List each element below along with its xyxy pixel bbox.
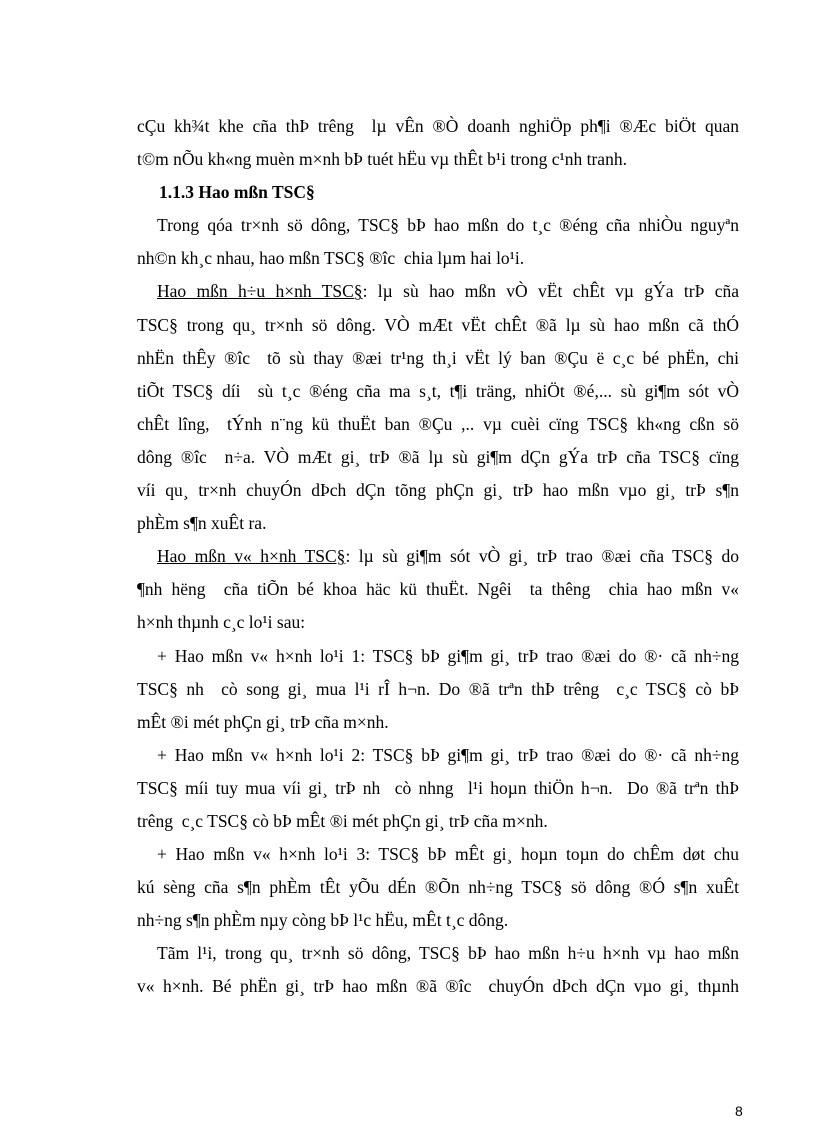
document-body: [137, 110, 739, 1004]
text-line: t©m nÕu kh«ng muèn m×nh bÞ tuét hËu vµ thÊt b¹i trong c¹nh tranh.: [137, 149, 627, 170]
text-line: [137, 275, 739, 308]
text-line: TSC§ nh cò song gi¸ mua l¹i rÎ h¬n. Do ®ã trªn thÞ trêng c¸c TSC§ cò bÞ: [137, 678, 739, 699]
text-line: v« h×nh. Bé phËn gi¸ trÞ hao mßn ®ã ®îc chuyÓn dÞch dÇn vµo gi¸ thµnh: [137, 976, 739, 997]
text-line: + Hao mßn v« h×nh lo¹i 3: TSC§ bÞ mÊt gi¸ hoµn toµn do chÊm døt chu: [157, 844, 739, 865]
text-line: ¶nh hëng cña tiÕn bé khoa häc kü thuËt. Ngêi ta thêng chia hao mßn v«: [137, 579, 739, 600]
text-line: mÊt ®i mét phÇn gi¸ trÞ cña m×nh.: [137, 711, 389, 732]
underlined-term: Hao mßn v« h×nh TSC§: [157, 546, 346, 567]
text-line: dông ®îc n÷a. VÒ mÆt gi¸ trÞ ®ã lµ sù gi¶m dÇn gÝa trÞ cña TSC§ cïng: [137, 446, 739, 467]
text-line: nh©n kh¸c nhau, hao mßn TSC§ ®îc chia lµm hai lo¹i.: [137, 248, 525, 269]
text-segment: : lµ sù hao mßn vÒ vËt chÊt vµ gÝa trÞ cña: [362, 281, 739, 302]
text-line: phÈm s¶n xuÊt ra.: [137, 513, 267, 534]
text-line: + Hao mßn v« h×nh lo¹i 1: TSC§ bÞ gi¶m gi¸ trÞ trao ®æi do ®· cã nh÷ng: [157, 645, 739, 666]
text-line: nhËn thÊy ®îc tõ sù thay ®æi tr¹ng th¸i vËt lý ban ®Çu ë c¸c bé phËn, chi: [137, 347, 739, 368]
text-line: + Hao mßn v« h×nh lo¹i 2: TSC§ bÞ gi¶m gi¸ trÞ trao ®æi do ®· cã nh÷ng: [157, 744, 739, 765]
text-line: chÊt lîng, tÝnh n¨ng kü thuËt ban ®Çu ,.. vµ cuèi cïng TSC§ kh«ng cßn sö: [137, 413, 739, 434]
text-line: TSC§ míi tuy mua víi gi¸ trÞ nh cò nhng l¹i hoµn thiÖn h¬n. Do ®ã trªn thÞ: [137, 777, 739, 798]
text-line: víi qu¸ tr×nh chuyÓn dÞch dÇn tõng phÇn gi¸ trÞ hao mßn vµo gi¸ trÞ s¶n: [137, 480, 739, 501]
section-heading: 1.1.3 Hao mßn TSC§: [159, 182, 315, 203]
text-line: Trong qóa tr×nh sö dông, TSC§ bÞ hao mßn do t¸c ®éng cña nhiÒu nguyªn: [157, 215, 739, 236]
underlined-term: Hao mßn h÷u h×nh TSC§: [157, 281, 363, 302]
text-line: Tãm l¹i, trong qu¸ tr×nh sö dông, TSC§ bÞ hao mßn h÷u h×nh vµ hao mßn: [157, 943, 739, 964]
page-number: 8: [735, 1103, 743, 1119]
text-line: kú sèng cña s¶n phÈm tÊt yÕu dÉn ®Õn nh÷ng TSC§ sö dông ®Ó s¶n xuÊt: [137, 877, 739, 898]
text-segment: : lµ sù gi¶m sót vÒ gi¸ trÞ trao ®æi cña TSC§ do: [345, 546, 740, 567]
text-line: [137, 540, 739, 573]
text-line: tiÕt TSC§ díi sù t¸c ®éng cña ma s¸t, t¶i träng, nhiÖt ®é,... sù gi¶m sót vÒ: [137, 380, 739, 401]
text-line: trêng c¸c TSC§ cò bÞ mÊt ®i mét phÇn gi¸ trÞ cña m×nh.: [137, 810, 548, 831]
text-line: nh÷ng s¶n phÈm nµy còng bÞ l¹c hËu, mÊt t¸c dông.: [137, 910, 509, 931]
text-line: cÇu kh¾t khe cña thÞ trêng lµ vÊn ®Ò doanh nghiÖp ph¶i ®Æc biÖt quan: [137, 116, 739, 136]
text-line: h×nh thµnh c¸c lo¹i sau:: [137, 612, 306, 633]
text-line: TSC§ trong qu¸ tr×nh sö dông. VÒ mÆt vËt chÊt ®ã lµ sù hao mßn cã thÓ: [137, 314, 739, 335]
